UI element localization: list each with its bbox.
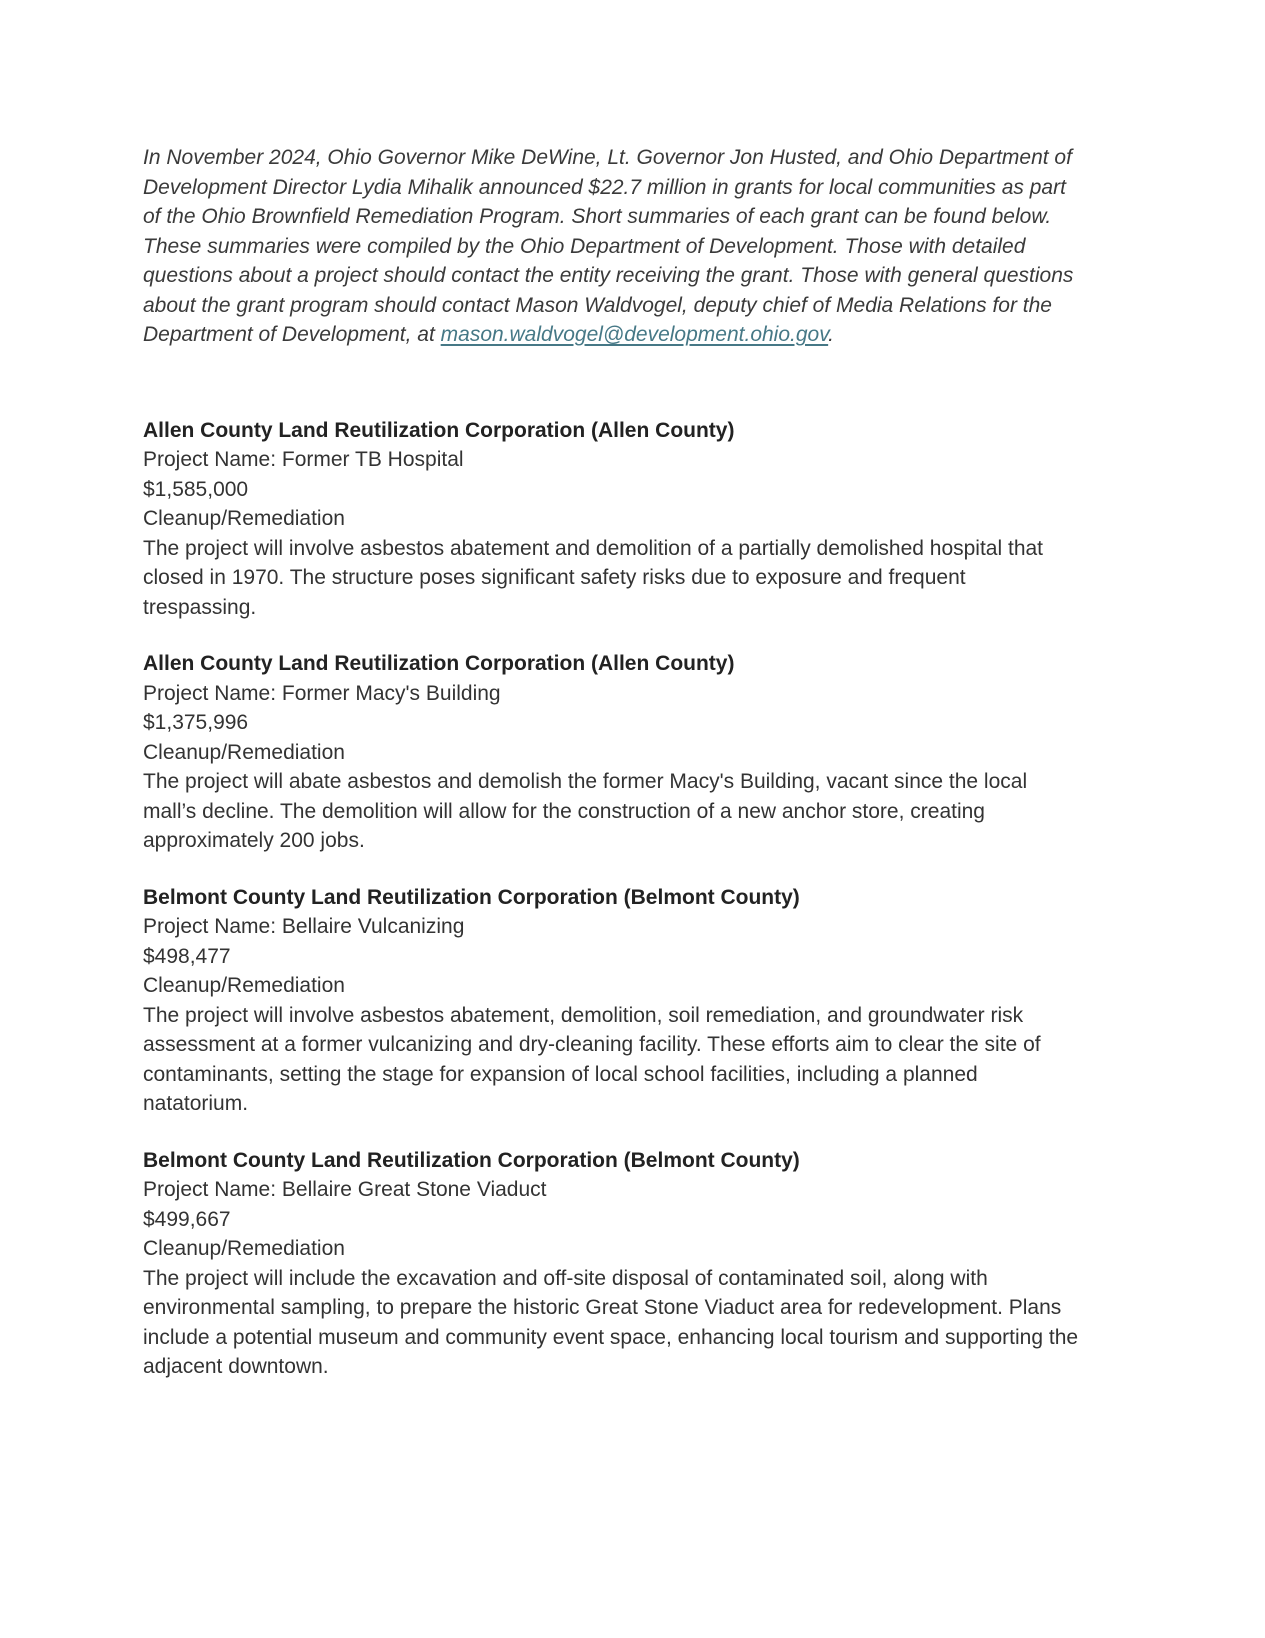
grant-project-name: Project Name: Bellaire Great Stone Viaduct: [143, 1178, 547, 1201]
grant-description: The project will involve asbestos abatement and demolition of a partially demolished hospital that closed in 1970. The structure poses significant safety risks due to exposure and frequent trespassing.: [143, 536, 1044, 619]
intro-text-before: In November 2024, Ohio Governor Mike DeWine, Lt. Governor Jon Husted, and Ohio Department of Development Director Lydia Mihalik announced $22.7 million in grants for local communities as part of the Ohio Brownfield Remediation Program. Short summaries of each grant can be found below. These summaries were compiled by the Ohio Department of Development. Those with detailed questions about a project should contact the entity receiving the grant. Those with general questions about the grant program should contact Mason Waldvogel, deputy chief of Media Relations for the Department of Development, at: [143, 146, 1074, 346]
email-link[interactable]: mason.waldvogel@development.ohio.gov: [440, 323, 829, 346]
grant-project-name: Project Name: Former Macy's Building: [143, 681, 501, 705]
grant-project-name: Project Name: Former TB Hospital: [143, 448, 464, 471]
grant-type: Cleanup/Remediation: [143, 974, 345, 997]
grant-type: Cleanup/Remediation: [143, 507, 345, 530]
grant-section: [143, 1119, 1080, 1382]
grant-section: [143, 416, 1080, 623]
grant-description: The project will involve asbestos abatement, demolition, soil remediation, and groundwater risk assessment at a former vulcanizing and dry-cleaning facility. These efforts aim to clear the site of contaminants, setting the stage for expansion of local school facilities, including a planned natatorium.: [143, 1003, 1041, 1115]
grant-org-heading: Allen County Land Reutilization Corporation (Allen County): [143, 652, 735, 675]
grant-org-heading: Allen County Land Reutilization Corporation (Allen County): [143, 418, 735, 442]
grant-org-heading: Belmont County Land Reutilization Corporation (Belmont County): [143, 885, 800, 909]
intro-paragraph: [143, 143, 1080, 350]
grant-type: Cleanup/Remediation: [143, 1237, 345, 1260]
grant-project-name: Project Name: Bellaire Vulcanizing: [143, 915, 465, 938]
grant-amount: $1,585,000: [143, 477, 249, 501]
grant-section: [143, 622, 1080, 856]
grant-amount: $1,375,996: [143, 711, 249, 734]
grant-description: The project will include the excavation and off-site disposal of contaminated soil, along with environmental sampling, to prepare the historic Great Stone Viaduct area for redevelopment. Plans include a potential museum and community event space, enhancing local tourism and supporting the adjacent downtown.: [143, 1266, 1079, 1378]
grant-description: The project will abate asbestos and demolish the former Macy's Building, vacant since the local mall’s decline. The demolition will allow for the construction of a new anchor store, creating approximately 200 jobs.: [143, 770, 1028, 852]
grant-section: [143, 856, 1080, 1119]
grant-org-heading: Belmont County Land Reutilization Corporation (Belmont County): [143, 1148, 800, 1172]
grant-type: Cleanup/Remediation: [143, 740, 345, 764]
intro-text-after: .: [828, 323, 834, 346]
grant-amount: $499,667: [143, 1207, 231, 1231]
grant-amount: $498,477: [143, 944, 231, 968]
